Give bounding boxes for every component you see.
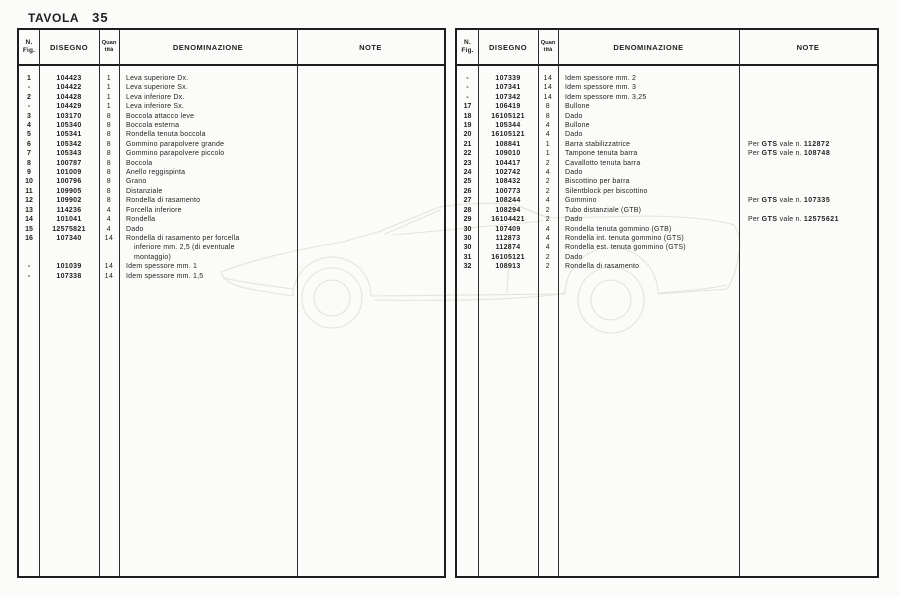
denomination: Barra stabilizzatrice (565, 140, 631, 148)
denomination: Boccola esterna (126, 122, 180, 130)
fig-number: 17 (463, 103, 472, 111)
table-header (19, 30, 444, 66)
fig-number: 32 (463, 263, 472, 271)
table-row (19, 262, 444, 271)
table-row (457, 206, 877, 215)
table-row (19, 177, 444, 186)
part-number: 101041 (56, 216, 82, 224)
fig-number: 18 (463, 112, 472, 120)
table-row (457, 74, 877, 83)
part-number: 107339 (495, 75, 521, 82)
part-number: 104423 (56, 75, 82, 82)
fig-number: 8 (27, 159, 31, 167)
table-row (19, 168, 444, 177)
table-row (457, 253, 877, 262)
quantity: 1 (106, 75, 112, 82)
note: Per GTS vale n. 112872 (748, 140, 830, 148)
quantity: 4 (545, 122, 551, 130)
quantity: 2 (545, 178, 551, 186)
fig-number: 27 (463, 197, 472, 205)
denomination: Rondella (126, 216, 156, 224)
table-row (19, 93, 444, 102)
note: Per GTS vale n. 107335 (748, 197, 831, 205)
denomination: Idem spessore mm. 2 (565, 75, 637, 82)
part-number: 106419 (495, 103, 521, 111)
part-number: 109902 (56, 197, 82, 205)
fig-number: 21 (463, 140, 472, 148)
fig-number: 10 (25, 178, 33, 186)
table-row (19, 83, 444, 92)
page-title-word: TAVOLA (28, 11, 80, 25)
quantity: 8 (106, 187, 112, 195)
fig-number: - (466, 93, 469, 101)
denomination: Rondella est. tenuta gommino (GTS) (565, 244, 686, 252)
quantity: 8 (106, 178, 112, 186)
part-number: 105340 (56, 122, 82, 130)
denomination: Grano (126, 178, 147, 186)
denomination: Silentblock per biscottino (565, 187, 648, 195)
table-row (457, 102, 877, 111)
denomination: Leva superiore Sx. (126, 84, 188, 92)
table-row (19, 140, 444, 149)
table-row (19, 159, 444, 168)
table-header (457, 30, 877, 66)
part-number: 107342 (495, 93, 521, 101)
quantity: 4 (106, 206, 112, 214)
denomination: Leva inferiore Sx. (126, 103, 185, 111)
table-body (19, 66, 444, 281)
denomination: Rondella tenuta boccola (126, 131, 206, 139)
part-number: 105342 (56, 140, 82, 148)
denomination: Distanziale (126, 187, 163, 195)
part-number: 109905 (56, 187, 82, 195)
denomination: Cavallotto tenuta barra (565, 159, 641, 167)
quantity: 14 (543, 84, 553, 92)
denomination: Rondella di rasamento (565, 263, 640, 271)
quantity: 8 (106, 169, 112, 177)
table-row (19, 225, 444, 234)
fig-number: 22 (463, 150, 472, 158)
part-number: 16105121 (491, 112, 525, 120)
part-number: 112873 (495, 234, 521, 242)
table-row (457, 262, 877, 271)
denomination: Bullone (565, 103, 590, 111)
quantity: 4 (106, 225, 112, 233)
part-number: 114236 (56, 206, 82, 214)
part-number: 108432 (495, 178, 521, 186)
part-number: 107341 (495, 84, 521, 92)
table-row (19, 206, 444, 215)
denomination: Rondella di rasamento per forcella inferiore mm. 2,5 (di eventuale montaggio) (126, 234, 240, 261)
part-number: 105344 (495, 122, 521, 130)
quantity: 4 (545, 234, 551, 242)
table-row (457, 159, 877, 168)
quantity: 4 (545, 244, 551, 252)
quantity: 2 (545, 216, 551, 224)
fig-number: - (27, 263, 31, 271)
fig-number: 1 (27, 75, 31, 82)
table-body (457, 66, 877, 272)
header-denominazione: DENOMINAZIONE (172, 42, 244, 52)
table-row (457, 83, 877, 92)
part-number: 107340 (56, 234, 82, 242)
fig-number: 19 (463, 122, 472, 130)
quantity: 8 (545, 112, 551, 120)
fig-number: - (466, 84, 469, 92)
fig-number: 28 (463, 206, 472, 214)
fig-number: 3 (27, 112, 31, 120)
fig-number: 20 (463, 131, 472, 139)
table-row (19, 74, 444, 83)
table-row (457, 215, 877, 224)
denomination: Idem spessore mm. 3,25 (565, 93, 647, 101)
fig-number: 9 (27, 169, 31, 177)
quantity: 8 (106, 159, 112, 167)
quantity: 4 (545, 225, 551, 233)
fig-number: - (27, 103, 31, 111)
quantity: 8 (106, 150, 112, 158)
denomination: Rondella tenuta gommino (GTB) (565, 225, 672, 233)
denomination: Rondella di rasamento (126, 197, 201, 205)
table-row (19, 102, 444, 111)
part-number: 112874 (495, 244, 521, 252)
fig-number: - (27, 84, 31, 92)
table-row (457, 177, 877, 186)
quantity: 2 (545, 263, 551, 271)
part-number: 16105121 (491, 253, 525, 261)
part-number: 108841 (495, 140, 521, 148)
fig-number: 26 (463, 187, 472, 195)
fig-number: 30 (463, 244, 472, 252)
table-row (19, 130, 444, 139)
fig-number: 6 (27, 140, 31, 148)
denomination: Dado (565, 112, 583, 120)
table-row (457, 93, 877, 102)
denomination: Idem spessore mm. 1,5 (126, 272, 204, 280)
table-row (19, 196, 444, 205)
denomination: Boccola attacco leve (126, 112, 195, 120)
denomination: Idem spessore mm. 3 (565, 84, 637, 92)
table-row (457, 112, 877, 121)
header-fig: N. Fig. (22, 39, 36, 54)
denomination: Idem spessore mm. 1 (126, 263, 198, 271)
table-row (457, 121, 877, 130)
fig-number: 30 (463, 234, 472, 242)
quantity: 1 (106, 84, 112, 92)
quantity: 8 (106, 131, 112, 139)
header-denominazione: DENOMINAZIONE (613, 42, 684, 52)
quantity: 14 (104, 263, 114, 271)
quantity: 2 (545, 159, 551, 167)
part-number: 12575821 (52, 225, 86, 233)
part-number: 103170 (56, 112, 82, 120)
part-number: 100796 (56, 178, 82, 186)
denomination: Gommino parapolvere piccolo (126, 150, 225, 158)
fig-number: 23 (463, 159, 472, 167)
part-number: 105341 (56, 131, 82, 139)
part-number: 109010 (495, 150, 521, 158)
fig-number: 16 (25, 234, 33, 242)
quantity: 14 (104, 272, 114, 280)
fig-number: 5 (27, 131, 31, 139)
part-number: 101009 (56, 169, 82, 177)
quantity: 8 (106, 112, 112, 120)
note: Per GTS vale n. 12575621 (748, 216, 840, 224)
quantity: 8 (545, 103, 551, 111)
fig-number: 12 (25, 197, 33, 205)
fig-number: 11 (25, 187, 33, 195)
header-note: NOTE (359, 42, 382, 52)
quantity: 8 (106, 197, 112, 205)
header-disegno: DISEGNO (49, 42, 89, 52)
fig-number: 2 (27, 93, 31, 101)
fig-number: 15 (25, 225, 33, 233)
part-number: 104429 (56, 103, 82, 111)
table-row (19, 215, 444, 224)
part-number: 16105121 (491, 131, 525, 139)
part-number: 102742 (495, 169, 521, 177)
table-row (457, 168, 877, 177)
table-row (19, 121, 444, 130)
fig-number: 30 (463, 225, 472, 233)
quantity: 1 (106, 93, 112, 101)
part-number: 104428 (56, 93, 82, 101)
denomination: Dado (565, 169, 583, 177)
quantity: 1 (545, 150, 551, 158)
denomination: Gommino parapolvere grande (126, 140, 225, 148)
table-row (457, 243, 877, 252)
fig-number: - (27, 272, 31, 280)
quantity: 8 (106, 122, 112, 130)
denomination: Dado (126, 225, 144, 233)
fig-number: 25 (463, 178, 472, 186)
header-note: NOTE (796, 42, 820, 52)
parts-table-right (455, 28, 879, 578)
table-row (457, 149, 877, 158)
denomination: Dado (565, 131, 583, 139)
fig-number: 7 (27, 150, 31, 158)
table-row (19, 149, 444, 158)
header-quantita: Quan tità (540, 40, 556, 53)
quantity: 8 (106, 140, 112, 148)
fig-number: - (466, 75, 469, 82)
denomination: Anello reggispinta (126, 169, 186, 177)
note: Per GTS vale n. 108748 (748, 150, 831, 158)
table-row (457, 225, 877, 234)
quantity: 2 (545, 187, 551, 195)
part-number: 107338 (56, 272, 82, 280)
table-row (19, 234, 444, 262)
quantity: 4 (545, 169, 551, 177)
page-number: 35 (92, 10, 109, 25)
part-number: 104422 (56, 84, 82, 92)
part-number: 105343 (56, 150, 82, 158)
fig-number: 24 (463, 169, 472, 177)
part-number: 104417 (495, 159, 521, 167)
fig-number: 4 (27, 122, 31, 130)
table-row (457, 140, 877, 149)
header-disegno: DISEGNO (488, 42, 528, 52)
denomination: Bullone (565, 122, 590, 130)
denomination: Tampone tenuta barra (565, 150, 638, 158)
part-number: 107409 (495, 225, 521, 233)
quantity: 1 (106, 103, 112, 111)
fig-number: 29 (463, 216, 472, 224)
table-row (457, 234, 877, 243)
denomination: Gommino (565, 197, 597, 205)
header-fig: N. Fig. (461, 39, 474, 54)
table-row (19, 187, 444, 196)
denomination: Rondella int. tenuta gommino (GTS) (565, 234, 684, 242)
denomination: Biscottino per barra (565, 178, 630, 186)
quantity: 14 (543, 75, 553, 82)
denomination: Leva inferiore Dx. (126, 93, 185, 101)
denomination: Forcella inferiore (126, 206, 182, 214)
parts-table-left (17, 28, 446, 578)
quantity: 4 (545, 197, 551, 205)
part-number: 101039 (56, 263, 82, 271)
denomination: Leva superiore Dx. (126, 75, 189, 82)
part-number: 100773 (495, 187, 521, 195)
quantity: 2 (545, 253, 551, 261)
table-row (457, 187, 877, 196)
table-row (457, 196, 877, 205)
denomination: Boccola (126, 159, 153, 167)
part-number: 108294 (495, 206, 521, 214)
page-title (28, 10, 109, 25)
denomination: Tubo distanziale (GTB) (565, 206, 642, 214)
fig-number: 13 (25, 206, 33, 214)
part-number: 100787 (56, 159, 82, 167)
header-quantita: Quan tità (101, 40, 117, 53)
table-row (19, 272, 444, 281)
denomination: Dado (565, 253, 583, 261)
part-number: 16104421 (491, 216, 525, 224)
quantity: 14 (543, 93, 553, 101)
table-row (457, 130, 877, 139)
quantity: 1 (545, 140, 551, 148)
part-number: 108244 (495, 197, 521, 205)
fig-number: 31 (463, 253, 472, 261)
part-number: 108913 (495, 263, 521, 271)
table-row (19, 112, 444, 121)
denomination: Dado (565, 216, 583, 224)
fig-number: 14 (25, 216, 33, 224)
quantity: 4 (545, 131, 551, 139)
quantity: 4 (106, 216, 112, 224)
quantity: 14 (104, 234, 114, 242)
quantity: 2 (545, 206, 551, 214)
